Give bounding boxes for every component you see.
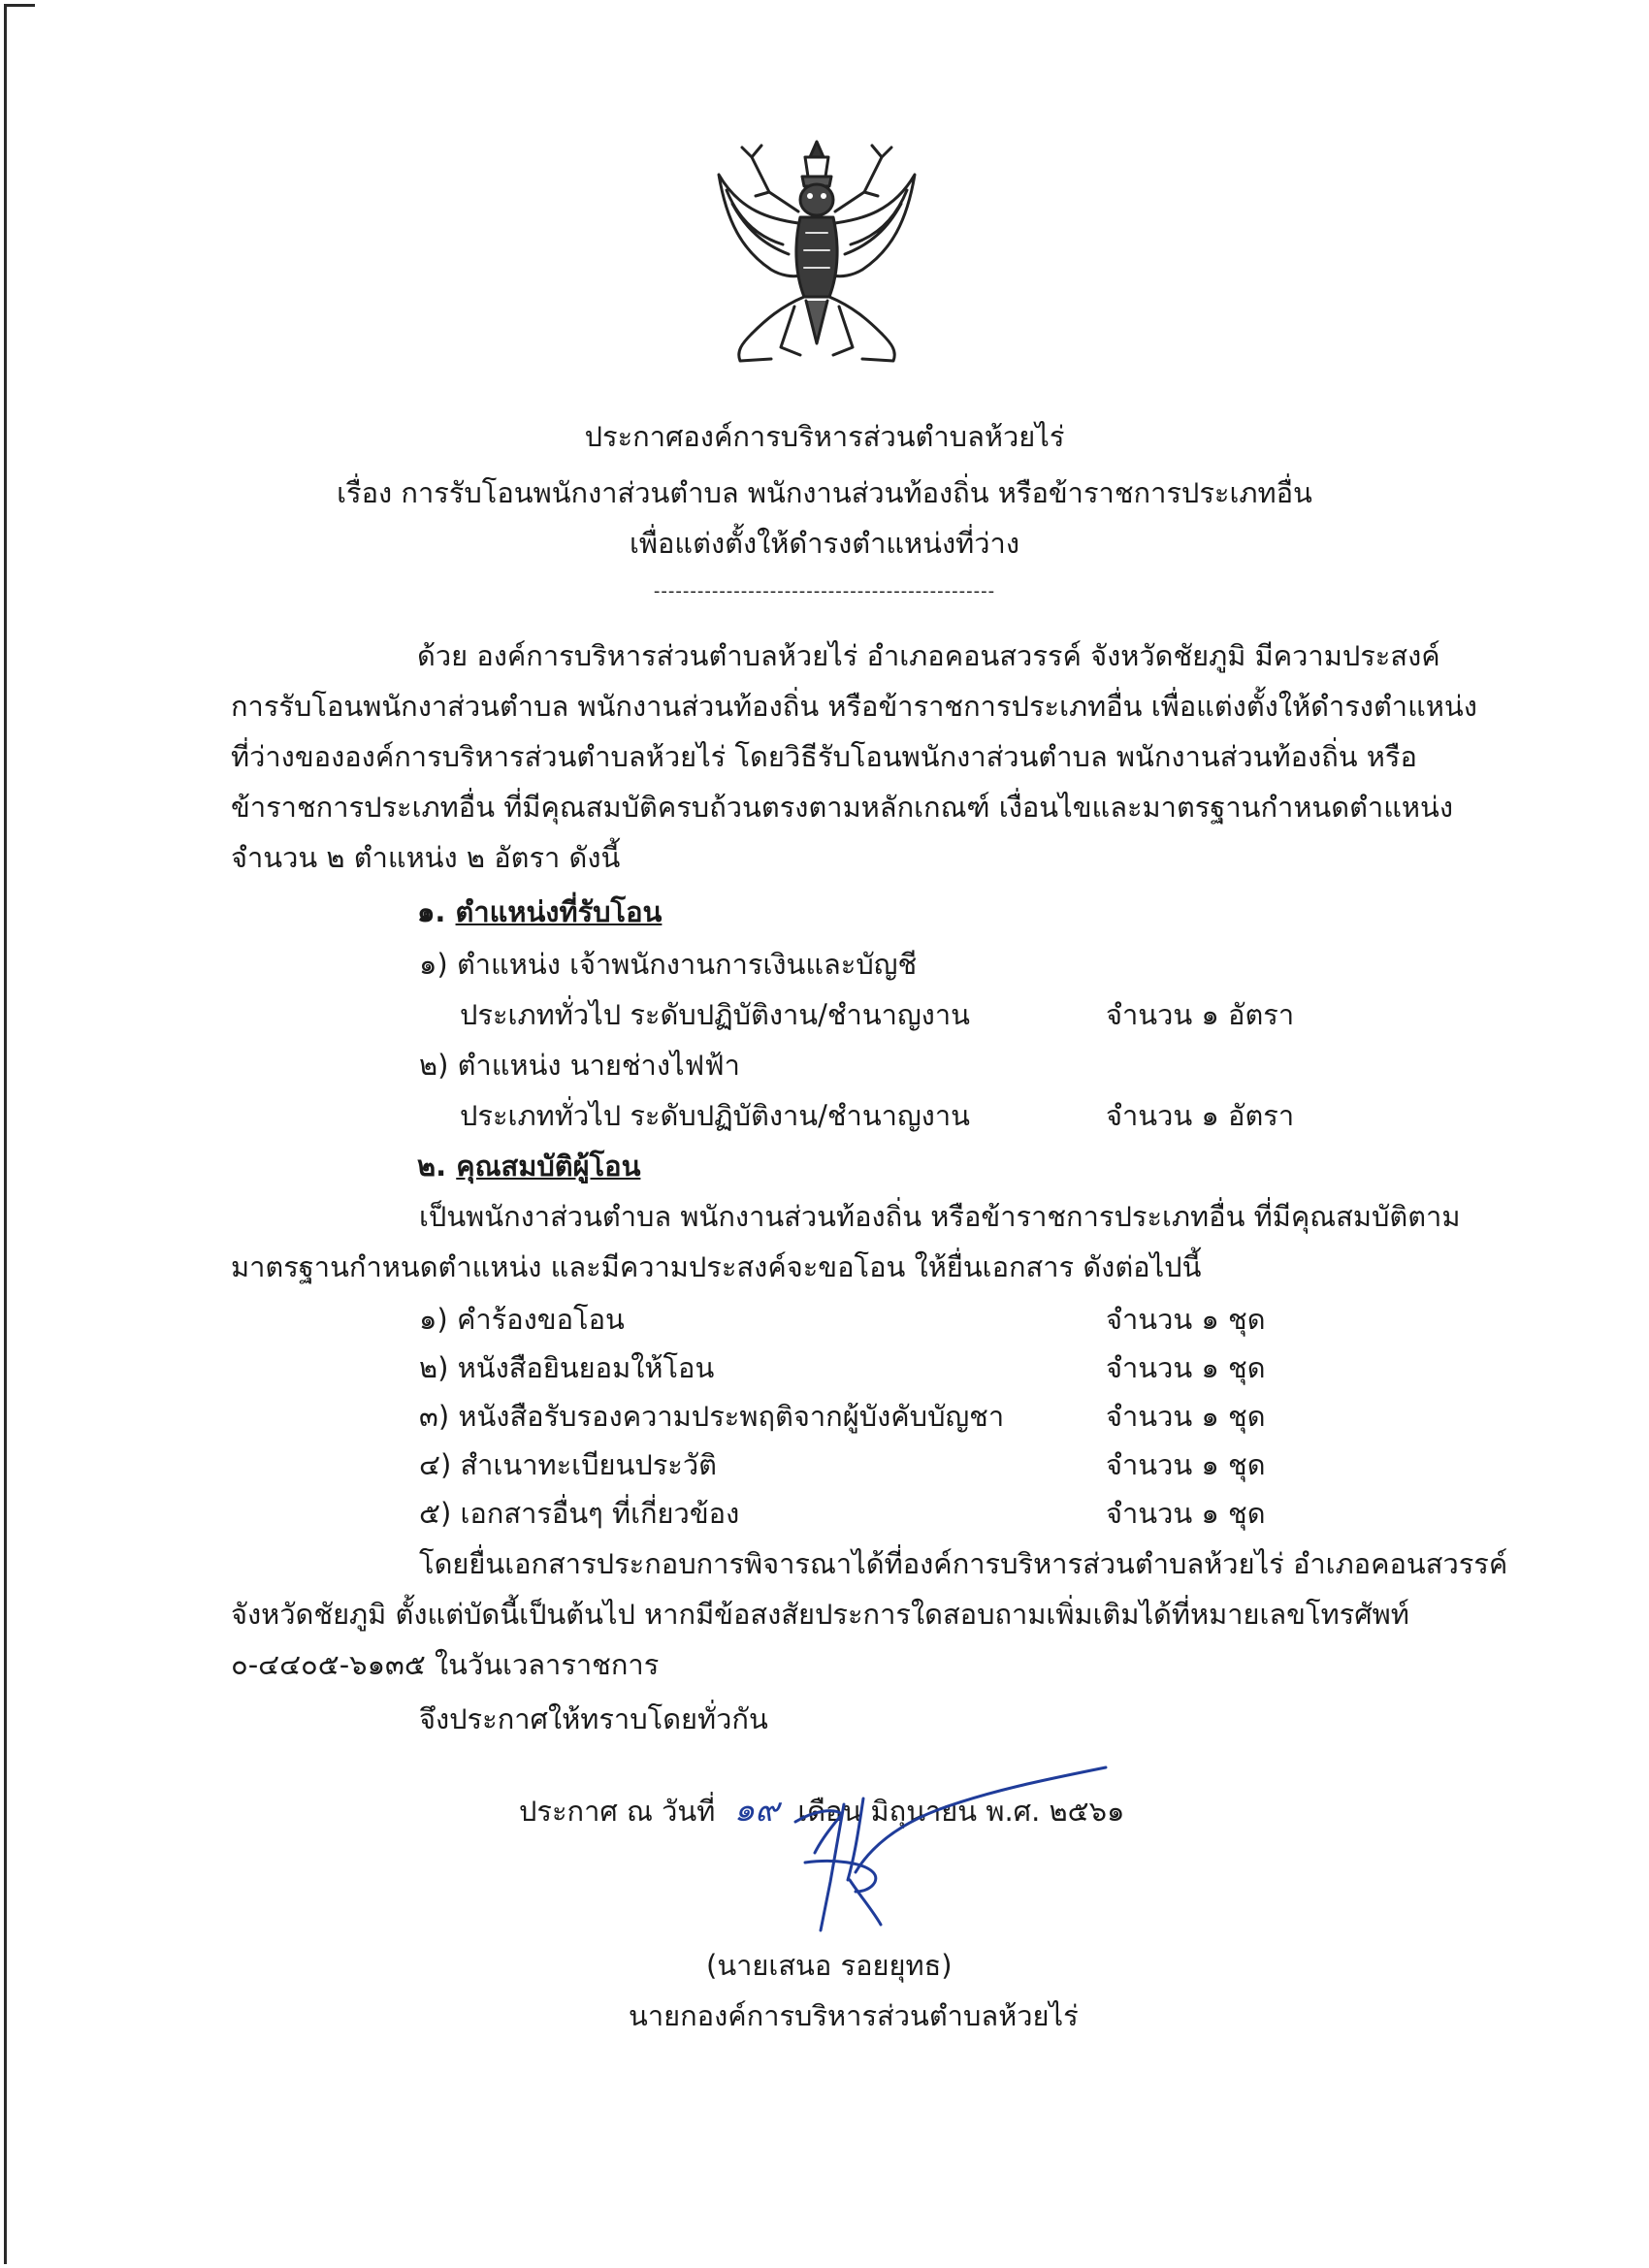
position-1-count: จำนวน ๑ อัตรา bbox=[1106, 998, 1295, 1031]
announcement-title: ประกาศองค์การบริหารส่วนตำบลห้วยไร่ bbox=[584, 420, 1065, 453]
signatory-name: (นายเสนอ รอยยุทธ) bbox=[706, 1949, 953, 1982]
section-1-title: ตำแหน่งที่รับโอน bbox=[455, 895, 663, 928]
section-2-number: ๒. bbox=[417, 1150, 447, 1183]
intro-line-5: จำนวน ๒ ตำแหน่ง ๒ อัตรา ดังนี้ bbox=[231, 841, 621, 874]
intro-line-3: ที่ว่างขององค์การบริหารส่วนตำบลห้วยไร่ โดยวิธีรับโอนพนักงาส่วนตำบล พนักงานส่วนท้องถิ่น หรือ bbox=[231, 740, 1417, 773]
closing-statement: จึงประกาศให้ทราบโดยทั่วกัน bbox=[419, 1702, 768, 1735]
intro-line-1: ด้วย องค์การบริหารส่วนตำบลห้วยไร่ อำเภอคอนสวรรค์ จังหวัดชัยภูมิ มีความประสงค์ bbox=[417, 639, 1440, 672]
date-month: เดือน มิถุนายน พ.ศ. bbox=[797, 1795, 1041, 1828]
document-item-3: ๓) หนังสือรับรองความประพฤติจากผู้บังคับบัญชา bbox=[419, 1400, 1005, 1433]
announcement-subject-line-1: เรื่อง การรับโอนพนักงาส่วนตำบล พนักงานส่วนท้องถิ่น หรือข้าราชการประเภทอื่น bbox=[337, 476, 1312, 509]
announcement-subject-line-2: เพื่อแต่งตั้งให้ดำรงตำแหน่งที่ว่าง bbox=[629, 527, 1019, 560]
document-count-1: จำนวน ๑ ชุด bbox=[1106, 1303, 1266, 1336]
position-1-detail: ประเภททั่วไป ระดับปฏิบัติงาน/ชำนาญงาน bbox=[460, 998, 970, 1031]
document-item-4: ๔) สำเนาทะเบียนประวัติ bbox=[419, 1448, 717, 1481]
submission-line-1: โดยยื่นเอกสารประกอบการพิจารณาได้ที่องค์การบริหารส่วนตำบลห้วยไร่ อำเภอคอนสวรรค์ bbox=[419, 1547, 1508, 1580]
section-2-title: คุณสมบัติผู้โอน bbox=[456, 1150, 641, 1183]
header-divider: ----------------------------------------------- bbox=[653, 581, 996, 601]
signatory-title: นายกองค์การบริหารส่วนตำบลห้วยไร่ bbox=[629, 1999, 1079, 2032]
intro-line-4: ข้าราชการประเภทอื่น ที่มีคุณสมบัติครบถ้วนตรงตามหลักเกณฑ์ เงื่อนไขและมาตรฐานกำหนดตำแหน่ง bbox=[231, 791, 1453, 824]
intro-line-2: การรับโอนพนักงาส่วนตำบล พนักงานส่วนท้องถิ่น หรือข้าราชการประเภทอื่น เพื่อแต่งตั้งให้ดำรงตำแหน่ง bbox=[231, 690, 1477, 723]
handwritten-signature-icon bbox=[766, 1766, 1116, 1950]
position-2-detail: ประเภททั่วไป ระดับปฏิบัติงาน/ชำนาญงาน bbox=[460, 1099, 970, 1132]
qualification-line-2: มาตรฐานกำหนดตำแหน่ง และมีความประสงค์จะขอโอน ให้ยื่นเอกสาร ดังต่อไปนี้ bbox=[231, 1250, 1202, 1283]
document-count-5: จำนวน ๑ ชุด bbox=[1106, 1497, 1266, 1530]
document-item-1: ๑) คำร้องขอโอน bbox=[419, 1303, 625, 1336]
document-count-2: จำนวน ๑ ชุด bbox=[1106, 1351, 1266, 1384]
submission-line-2: จังหวัดชัยภูมิ ตั้งแต่บัดนี้เป็นต้นไป หากมีข้อสงสัยประการใดสอบถามเพิ่มเติมได้ที่หมายเลขโทรศัพท์ bbox=[231, 1598, 1409, 1631]
document-item-2: ๒) หนังสือยินยอมให้โอน bbox=[419, 1351, 715, 1384]
scan-border-top bbox=[4, 4, 35, 7]
position-2-title: ๒) ตำแหน่ง นายช่างไฟฟ้า bbox=[419, 1049, 740, 1082]
section-1-number: ๑. bbox=[417, 895, 446, 928]
document-count-4: จำนวน ๑ ชุด bbox=[1106, 1448, 1266, 1481]
section-2-heading bbox=[417, 1147, 640, 1185]
position-1-title: ๑) ตำแหน่ง เจ้าพนักงานการเงินและบัญชี bbox=[419, 948, 918, 981]
qualification-line-1: เป็นพนักงาส่วนตำบล พนักงานส่วนท้องถิ่น หรือข้าราชการประเภทอื่น ที่มีคุณสมบัติตาม bbox=[419, 1200, 1461, 1233]
position-2-count: จำนวน ๑ อัตรา bbox=[1106, 1099, 1295, 1132]
section-1-heading bbox=[417, 892, 662, 931]
date-prefix: ประกาศ ณ วันที่ bbox=[519, 1795, 716, 1828]
date-day-handwritten: ๑๙ bbox=[733, 1791, 780, 1830]
document-count-3: จำนวน ๑ ชุด bbox=[1106, 1400, 1266, 1433]
scan-border-left bbox=[4, 4, 7, 2264]
garuda-emblem-icon bbox=[713, 136, 922, 369]
submission-line-3: ๐-๔๔๐๕-๖๑๓๕ ในวันเวลาราชการ bbox=[231, 1648, 660, 1681]
document-item-5: ๕) เอกสารอื่นๆ ที่เกี่ยวข้อง bbox=[419, 1497, 740, 1530]
date-year: ๒๕๖๑ bbox=[1049, 1795, 1125, 1828]
